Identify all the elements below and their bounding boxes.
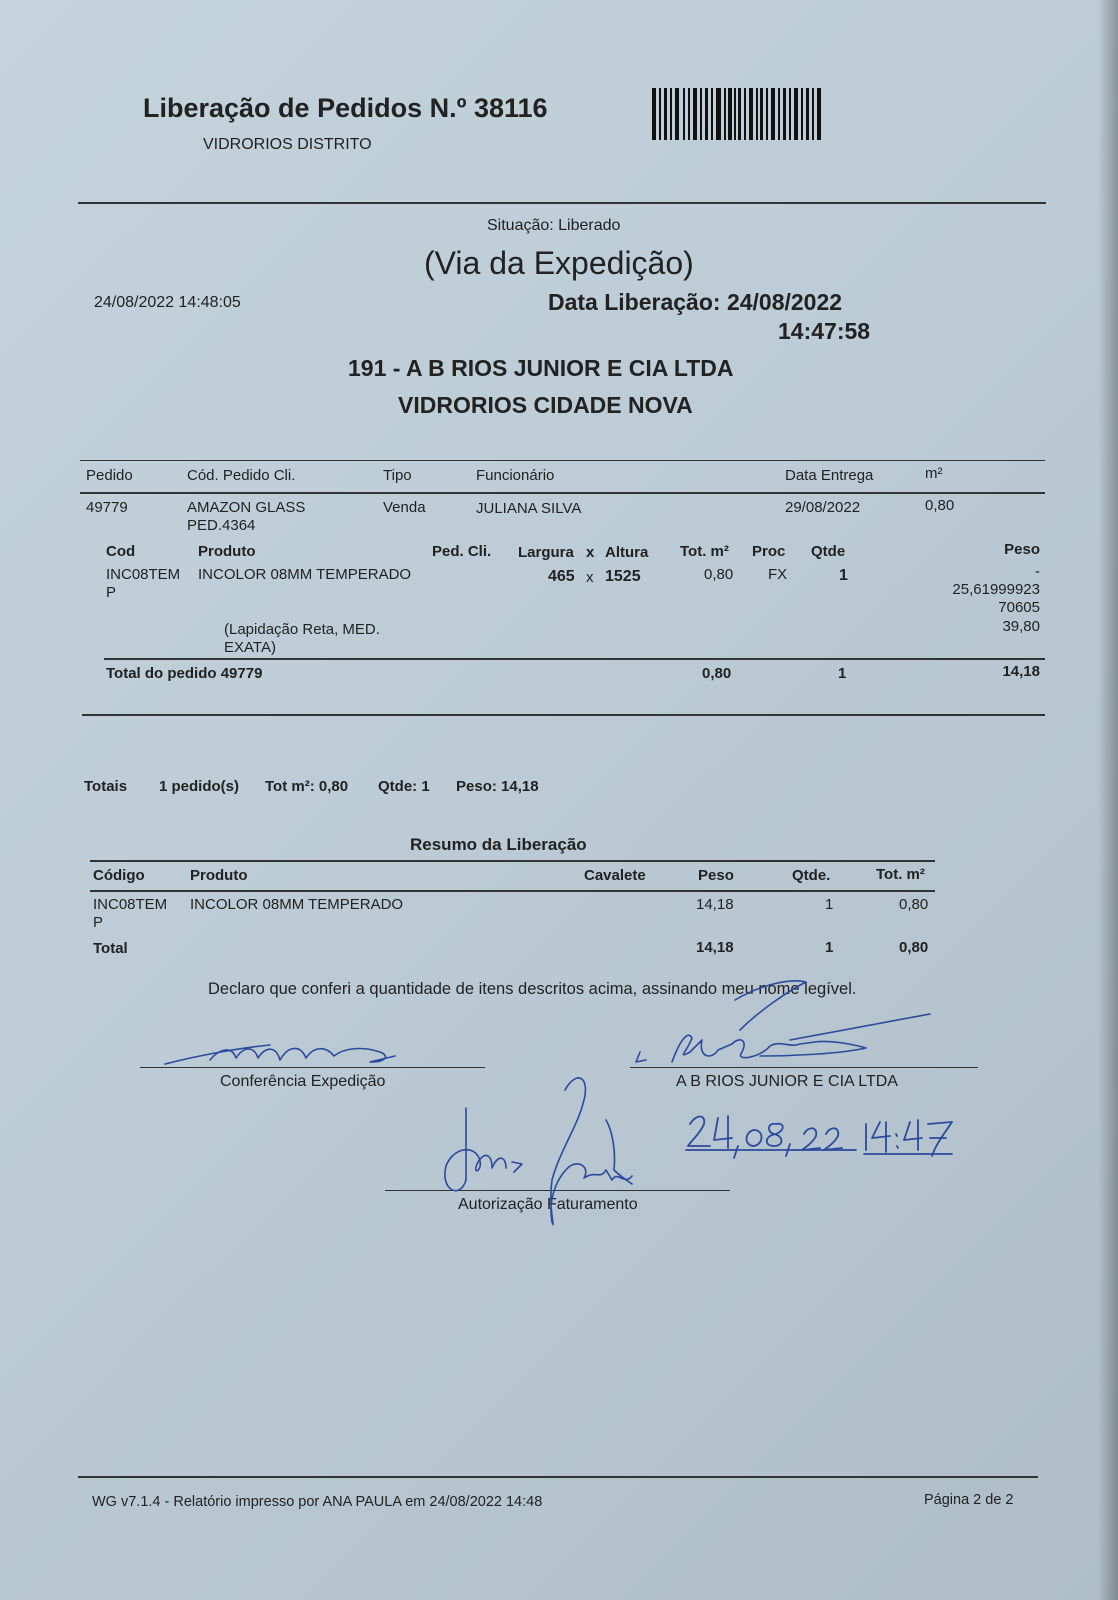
item-col-peso: Peso: [1004, 541, 1040, 558]
item-width: 465: [548, 568, 575, 585]
col-funcionario: Funcionário: [476, 467, 555, 484]
summary-col-peso: Peso: [698, 867, 734, 884]
conferencia-label: Conferência Expedição: [220, 1073, 386, 1090]
client-store: VIDRORIOS CIDADE NOVA: [398, 392, 693, 418]
item-times: x: [586, 569, 594, 586]
item-col-x: x: [586, 544, 595, 561]
document-title: Liberação de Pedidos N.º 38116: [143, 93, 548, 123]
summary-col-codigo: Código: [93, 867, 145, 884]
company-name: VIDRORIOS DISTRITO: [203, 136, 372, 153]
summary-total-label: Total: [93, 940, 128, 957]
item-col-ped-cli: Ped. Cli.: [432, 543, 492, 560]
item-col-largura: Largura: [518, 544, 574, 561]
summary-qty: 1: [825, 896, 834, 913]
totals-weight: Peso: 14,18: [456, 778, 539, 795]
order-total-label: Total do pedido 49779: [106, 665, 263, 682]
totals-m2: Tot m²: 0,80: [265, 778, 349, 795]
status-text: Situação: Liberado: [487, 217, 621, 234]
item-observation: (Lapidação Reta, MED. EXATA): [224, 621, 380, 656]
totals-label: Totais: [84, 778, 128, 795]
item-weight-line1: 25,61999923: [952, 581, 1040, 598]
page-number: Página 2 de 2: [924, 1492, 1014, 1508]
summary-total-qty: 1: [825, 939, 834, 956]
col-cod-pedido-cli: Cód. Pedido Cli.: [187, 467, 296, 484]
client-signature: [636, 981, 930, 1062]
release-time: 14:47:58: [778, 318, 871, 344]
item-weight-dash: -: [1035, 563, 1040, 580]
col-tipo: Tipo: [383, 467, 412, 484]
printed-datetime: 24/08/2022 14:48:05: [94, 294, 241, 311]
summary-col-produto: Produto: [190, 867, 248, 884]
employee-name: JULIANA SILVA: [476, 500, 582, 517]
summary-product: INCOLOR 08MM TEMPERADO: [190, 896, 404, 913]
conferencia-signature: [165, 1045, 395, 1064]
order-total-m2: 0,80: [702, 665, 732, 682]
summary-total-weight: 14,18: [696, 939, 734, 956]
order-m2: 0,80: [925, 497, 955, 514]
item-tot-m2: 0,80: [704, 566, 734, 583]
item-col-tot-m2: Tot. m²: [680, 543, 729, 560]
summary-total-m2: 0,80: [899, 939, 929, 956]
summary-weight: 14,18: [696, 896, 734, 913]
totals-qty: Qtde: 1: [378, 778, 430, 795]
col-data-entrega: Data Entrega: [785, 467, 874, 484]
footer-line: [78, 1476, 1038, 1478]
col-m2: m²: [925, 465, 943, 482]
paper-shadow-edge: [1098, 0, 1118, 1600]
totals-orders: 1 pedido(s): [159, 778, 240, 795]
summary-col-tot-m2: Tot. m²: [876, 866, 925, 883]
item-height: 1525: [605, 568, 641, 585]
handwritten-date: [686, 1116, 952, 1158]
declaration-text: Declaro que conferi a quantidade de itens descritos acima, assinando meu nome legível.: [208, 980, 857, 998]
client-order-code: AMAZON GLASS PED.4364: [187, 499, 306, 534]
order-number: 49779: [86, 499, 128, 516]
item-product: INCOLOR 08MM TEMPERADO: [198, 566, 412, 583]
summary-col-qtde: Qtde.: [792, 867, 831, 884]
summary-title: Resumo da Liberação: [410, 835, 587, 854]
client-name: 191 - A B RIOS JUNIOR E CIA LTDA: [348, 355, 734, 381]
col-pedido: Pedido: [86, 467, 133, 484]
autorizacao-label: Autorização Faturamento: [458, 1196, 638, 1213]
order-total-weight: 14,18: [1002, 663, 1040, 680]
release-date: Data Liberação: 24/08/2022: [548, 289, 843, 315]
client-signature-label: A B RIOS JUNIOR E CIA LTDA: [676, 1073, 898, 1090]
item-col-produto: Produto: [198, 543, 256, 560]
summary-code: INC08TEMP: [93, 896, 168, 931]
via-title: (Via da Expedição): [424, 245, 694, 281]
order-type: Venda: [383, 499, 426, 516]
item-code: INC08TEMP: [106, 566, 181, 601]
item-col-cod: Cod: [106, 543, 136, 560]
item-proc: FX: [768, 566, 788, 583]
order-total-qty: 1: [838, 665, 847, 682]
item-col-proc: Proc: [752, 543, 786, 560]
footer-report-info: WG v7.1.4 - Relatório impresso por ANA PAULA em 24/08/2022 14:48: [92, 1494, 543, 1510]
summary-col-cavalete: Cavalete: [584, 867, 646, 884]
item-weight-line2: 70605: [998, 599, 1040, 616]
delivery-date: 29/08/2022: [785, 499, 861, 516]
item-col-altura: Altura: [605, 544, 649, 561]
item-weight-line3: 39,80: [1002, 618, 1040, 635]
item-col-qtde: Qtde: [811, 543, 846, 560]
summary-m2: 0,80: [899, 896, 929, 913]
item-qty: 1: [839, 567, 848, 584]
autorizacao-signature: [445, 1078, 632, 1224]
